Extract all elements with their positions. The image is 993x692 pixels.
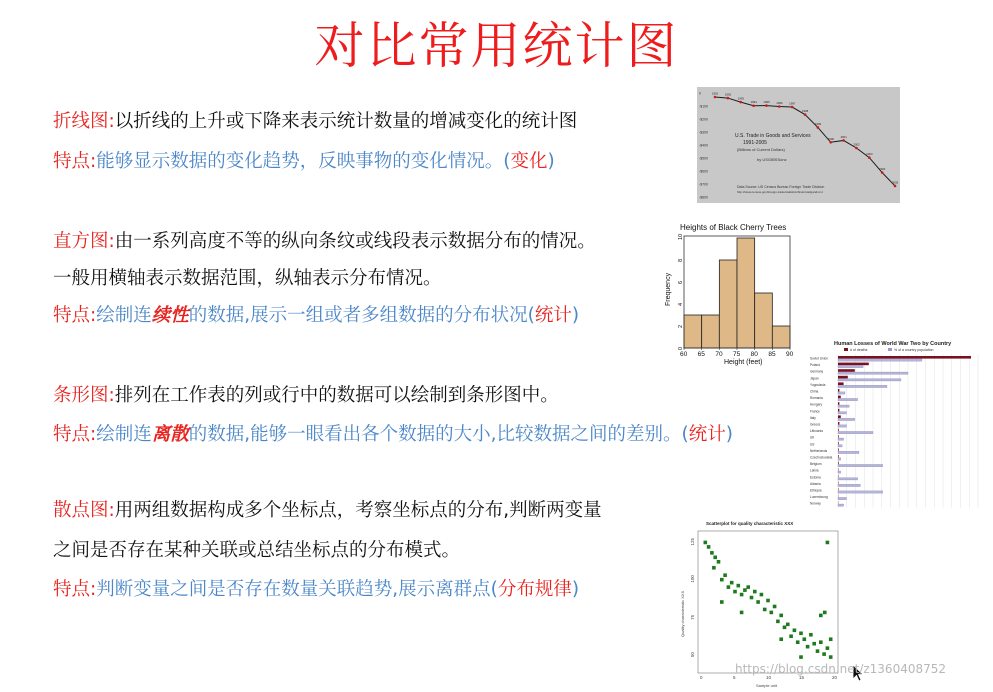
bar-chart-feature-label: 特点: bbox=[53, 424, 97, 445]
bar-category-label: Soviet Union bbox=[810, 356, 829, 361]
line-chart-source-short: by USGIBSSonz bbox=[757, 157, 787, 162]
bar-deaths bbox=[838, 363, 869, 366]
scatter-point bbox=[760, 593, 764, 597]
scatter-point bbox=[746, 585, 750, 589]
histogram-feature-pre: 绘制连 bbox=[96, 305, 152, 326]
bar-percent bbox=[838, 431, 873, 433]
bar-category-label: China bbox=[810, 389, 819, 394]
line-chart-ytick: -$600 bbox=[699, 169, 708, 174]
scatter-point bbox=[710, 551, 714, 555]
line-chart-subtitle: 1991-2005 bbox=[743, 140, 767, 146]
line-chart-point bbox=[727, 97, 730, 100]
scatter-point bbox=[796, 640, 800, 644]
bar-deaths bbox=[838, 462, 839, 465]
scatter-feature-text: 判断变量之间是否存在数量关联趋势,展示离群点( bbox=[96, 579, 498, 600]
line-chart-point bbox=[842, 139, 845, 142]
bar-percent bbox=[838, 497, 846, 499]
bar-category-label: Lithuania bbox=[810, 429, 823, 434]
scatter-point bbox=[707, 545, 711, 549]
scatter-point bbox=[740, 611, 744, 615]
line-chart-ytick: -$200 bbox=[699, 117, 708, 122]
scatter-feature-label: 特点: bbox=[53, 579, 97, 600]
line-chart-point-label: 1994 bbox=[750, 100, 757, 105]
bar-category-label: Albania bbox=[810, 481, 821, 486]
histogram-feature-key2: 统计 bbox=[534, 305, 572, 326]
bar-category-label: Ethiopia bbox=[810, 488, 822, 493]
page-title: 对比常用统计图 bbox=[314, 17, 679, 75]
bar-legend-1: # of deaths bbox=[850, 348, 868, 352]
bar-category-label: France bbox=[810, 409, 820, 414]
bar-chart-feature-key2: 统计 bbox=[688, 424, 726, 445]
scatter-ytick: 75 bbox=[690, 614, 695, 620]
bar-category-label: Japan bbox=[810, 376, 819, 381]
bar-percent bbox=[838, 438, 844, 440]
histogram-xtick: 90 bbox=[786, 351, 794, 358]
bar-deaths bbox=[838, 422, 839, 425]
line-chart-point bbox=[765, 104, 768, 107]
bar-deaths bbox=[838, 442, 839, 445]
scatter-point bbox=[799, 631, 803, 635]
histogram-feature-close: ) bbox=[571, 305, 580, 326]
bar-deaths bbox=[838, 396, 841, 399]
line-chart-point bbox=[804, 113, 807, 116]
bar-percent bbox=[838, 405, 849, 407]
line-chart-point-label: 2000 bbox=[827, 136, 834, 141]
bar-deaths bbox=[838, 429, 839, 432]
bar-chart-feature-pre: 绘制连 bbox=[96, 424, 152, 445]
bar-category-label: Hungary bbox=[810, 402, 823, 407]
bar-deaths bbox=[838, 402, 839, 405]
scatter-point bbox=[793, 628, 797, 632]
scatter-point bbox=[737, 584, 741, 588]
histogram-ytick: 6 bbox=[678, 280, 684, 284]
bar-legend-2: % of a country population bbox=[894, 348, 934, 352]
line-chart-desc: 以折线的上升或下降来表示统计数量的增减变化的统计图 bbox=[114, 111, 578, 132]
scatter-point bbox=[809, 633, 813, 637]
bar-category-label: Poland bbox=[810, 363, 820, 368]
histogram-bar bbox=[684, 315, 702, 348]
line-chart-ytick: -$400 bbox=[699, 143, 708, 148]
line-chart-point-label: 1999 bbox=[814, 121, 822, 126]
histogram-ylabel: Frequency bbox=[665, 272, 672, 306]
histogram-label: 直方图: bbox=[53, 231, 115, 252]
histogram-feature bbox=[53, 304, 579, 328]
bar-chart-feature bbox=[53, 423, 733, 447]
scatter-point bbox=[717, 560, 721, 564]
histogram-bar bbox=[737, 238, 755, 348]
scatter-xtick: 0 bbox=[700, 675, 703, 680]
bar-category-label: Greece bbox=[810, 422, 821, 427]
bar-chart-thumbnail bbox=[808, 338, 988, 513]
scatter-point bbox=[829, 637, 833, 641]
line-chart-point-label: 2005 bbox=[892, 180, 899, 185]
bar-chart-label: 条形图: bbox=[53, 385, 115, 406]
bar-percent bbox=[838, 359, 922, 361]
bar-category-label: Italy bbox=[810, 415, 816, 420]
bar-deaths bbox=[838, 435, 839, 438]
bar-deaths bbox=[838, 409, 839, 412]
bar-percent bbox=[838, 491, 883, 493]
scatter-point bbox=[773, 605, 777, 609]
bar-percent bbox=[838, 412, 846, 414]
bar-percent bbox=[838, 504, 844, 506]
histogram-desc-2: 一般用横轴表示数据范围，纵轴表示分布情况。 bbox=[53, 268, 442, 289]
scatter-ytick: 100 bbox=[690, 575, 695, 583]
line-chart-label: 折线图: bbox=[53, 111, 115, 132]
line-chart-note: (Billions of Current Dollars) bbox=[737, 147, 785, 152]
histogram-feature-label: 特点: bbox=[53, 305, 97, 326]
line-chart-point bbox=[829, 141, 832, 144]
histogram-definition bbox=[53, 230, 596, 254]
bar-percent bbox=[838, 484, 860, 486]
bar-category-label: US bbox=[810, 442, 815, 447]
histogram-xtick: 60 bbox=[680, 351, 688, 358]
histogram-bar bbox=[772, 326, 790, 348]
bar-deaths bbox=[838, 389, 839, 392]
scatter-point bbox=[823, 611, 827, 615]
histogram-xlabel: Height (feet) bbox=[724, 359, 763, 366]
bar-chart-feature-text: 的数据,能够一眼看出各个数据的大小,比较数据之间的差别。( bbox=[188, 424, 689, 445]
bar-deaths bbox=[838, 356, 971, 359]
bar-percent bbox=[838, 398, 858, 400]
bar-category-label: Estonia bbox=[810, 475, 821, 480]
bar-percent bbox=[838, 458, 841, 460]
bar-category-label: Czechoslovakia bbox=[810, 455, 833, 460]
scatter-ytick: 125 bbox=[690, 537, 695, 546]
bar-percent bbox=[838, 385, 887, 387]
histogram-xtick: 65 bbox=[697, 351, 705, 358]
scatter-ytick: 50 bbox=[690, 652, 695, 658]
histogram-title: Heights of Black Cherry Trees bbox=[680, 223, 787, 232]
line-chart-ytick: -$100 bbox=[699, 104, 708, 109]
scatter-point bbox=[786, 623, 790, 627]
bar-percent bbox=[838, 372, 908, 374]
scatter-label: 散点图: bbox=[53, 500, 115, 521]
bar-category-label: Belgium bbox=[810, 462, 822, 467]
bar-deaths bbox=[838, 369, 855, 372]
bar-legend-swatch-2 bbox=[888, 348, 892, 351]
scatter-point bbox=[806, 645, 810, 649]
bar-percent bbox=[838, 445, 842, 447]
scatter-point bbox=[819, 614, 823, 618]
line-chart-point bbox=[894, 185, 897, 188]
histogram-desc: 由一系列高度不等的纵向条纹或线段表示数据分布的情况。 bbox=[114, 231, 596, 252]
line-chart-point-label: 2003 bbox=[866, 152, 873, 157]
histogram-chart bbox=[664, 220, 804, 368]
scatter-xtick: 20 bbox=[832, 675, 838, 680]
scatter-point bbox=[733, 590, 737, 594]
line-chart-point-label: 1991 bbox=[712, 91, 719, 96]
scatter-point bbox=[789, 634, 793, 638]
bar-category-label: Romania bbox=[810, 396, 823, 401]
bar-chart-desc: 排列在工作表的列或行中的数据可以绘制到条形图中。 bbox=[114, 385, 559, 406]
bar-percent bbox=[838, 379, 901, 381]
scatter-point bbox=[723, 573, 727, 577]
scatter-xtick: 10 bbox=[766, 675, 772, 680]
scatter-point bbox=[730, 581, 734, 585]
bar-chart-title: Human Losses of World War Two by Country bbox=[834, 341, 952, 347]
line-chart-ytick: -$800 bbox=[699, 195, 708, 200]
line-chart-ytick: -$300 bbox=[699, 130, 708, 135]
line-chart-point bbox=[868, 156, 871, 159]
line-chart-point-label: 1996 bbox=[776, 101, 783, 106]
bar-chart-feature-key: 离散 bbox=[151, 424, 189, 445]
histogram-feature-text: 的数据,展示一组或者多组数据的分布状况( bbox=[188, 305, 535, 326]
bar-category-label: Latvia bbox=[810, 468, 819, 473]
line-chart-definition bbox=[53, 110, 577, 134]
scatter-point bbox=[799, 655, 803, 659]
scatter-point bbox=[826, 646, 830, 650]
line-chart-source: Data Source: US Census Bureau Foreign Trade Division bbox=[737, 185, 825, 189]
histogram-ytick: 4 bbox=[678, 302, 684, 306]
bar-percent bbox=[838, 392, 845, 394]
scatter-point bbox=[743, 588, 747, 592]
scatter-title: Scatterplot for quality characteristic XXX bbox=[706, 521, 794, 526]
line-chart-point bbox=[855, 147, 858, 150]
scatter-feature-key: 分布规律 bbox=[497, 579, 572, 600]
line-chart-url: http://www.census.gov/foreign-trade/statistics/historical/gands.txt bbox=[737, 190, 823, 194]
bar-category-label: Netherlands bbox=[810, 448, 828, 453]
histogram-bar bbox=[702, 315, 720, 348]
scatter-point bbox=[819, 640, 823, 644]
scatter-xtick: 15 bbox=[799, 675, 805, 680]
histogram-xtick: 70 bbox=[715, 351, 723, 358]
line-chart-point bbox=[752, 104, 755, 107]
scatter-point bbox=[816, 649, 820, 653]
bar-category-label: UK bbox=[810, 435, 815, 440]
watermark: https://blog.csdn.net/z1360408752 bbox=[735, 662, 947, 676]
line-chart-point-label: 1993 bbox=[737, 96, 744, 101]
bar-percent bbox=[838, 471, 841, 473]
bar-deaths bbox=[838, 415, 841, 418]
line-chart-point bbox=[739, 101, 742, 104]
line-chart-point-label: 1995 bbox=[763, 100, 770, 105]
line-chart-feature-label: 特点: bbox=[53, 151, 97, 172]
scatter-point bbox=[812, 642, 816, 646]
scatter-feature bbox=[53, 578, 579, 602]
scatter-point bbox=[829, 655, 833, 659]
scatter-point bbox=[803, 637, 807, 641]
histogram-bar bbox=[719, 260, 737, 348]
scatter-point bbox=[720, 600, 724, 604]
scatter-feature-close: ) bbox=[571, 579, 580, 600]
line-chart-point-label: 2002 bbox=[853, 142, 860, 147]
line-chart-point-label: 1998 bbox=[802, 109, 809, 114]
line-chart-ytick: 0 bbox=[699, 91, 701, 96]
scatter-ylabel: Quality characteristic XXX bbox=[680, 590, 685, 637]
line-chart-feature bbox=[53, 150, 555, 174]
scatter-point bbox=[826, 541, 830, 545]
scatter-point bbox=[756, 600, 760, 604]
bar-percent bbox=[838, 478, 858, 480]
bar-percent bbox=[838, 451, 859, 453]
bar-category-label: Norway bbox=[810, 501, 821, 506]
histogram-bar bbox=[755, 293, 773, 348]
line-chart-feature-close: ) bbox=[547, 151, 555, 172]
scatter-point bbox=[704, 541, 708, 545]
histogram-xtick: 85 bbox=[768, 351, 776, 358]
histogram-feature-key: 续性 bbox=[151, 305, 189, 326]
scatter-point bbox=[713, 556, 717, 560]
bar-category-label: Germany bbox=[810, 369, 824, 374]
scatter-point bbox=[753, 590, 757, 594]
scatter-point bbox=[783, 626, 787, 630]
line-chart-point bbox=[714, 96, 717, 99]
bar-percent bbox=[838, 365, 863, 367]
scatter-point bbox=[776, 620, 780, 624]
scatter-point bbox=[779, 637, 783, 641]
line-chart-ytick: -$700 bbox=[699, 182, 708, 187]
histogram-ytick: 8 bbox=[678, 258, 684, 262]
line-chart-point bbox=[817, 126, 820, 129]
line-chart-point bbox=[881, 171, 884, 174]
line-chart-point-label: 1997 bbox=[789, 101, 796, 106]
histogram-xtick: 75 bbox=[733, 351, 741, 358]
scatter-point bbox=[770, 611, 774, 615]
histogram-ytick: 10 bbox=[678, 233, 684, 240]
histogram-ytick: 2 bbox=[678, 324, 684, 328]
scatter-point bbox=[779, 614, 783, 618]
bar-deaths bbox=[838, 448, 839, 451]
scatter-point bbox=[766, 599, 770, 603]
scatter-point bbox=[712, 566, 716, 570]
bar-deaths bbox=[838, 455, 839, 458]
bar-legend-swatch-1 bbox=[844, 348, 848, 351]
scatter-xtick: 5 bbox=[733, 675, 736, 680]
line-chart-title: U.S. Trade in Goods and Services bbox=[735, 133, 811, 139]
scatter-point bbox=[727, 585, 731, 589]
bar-chart-definition bbox=[53, 384, 559, 408]
bar-chart-feature-close: ) bbox=[725, 424, 733, 445]
line-chart-point-label: 2001 bbox=[840, 134, 847, 139]
scatter-point bbox=[763, 608, 767, 612]
bar-category-label: Yugoslavia bbox=[810, 382, 826, 387]
scatter-desc-2: 之间是否存在某种关联或总结坐标点的分布模式。 bbox=[53, 540, 461, 561]
scatter-xlabel: Sample unit bbox=[756, 683, 778, 688]
line-chart-feature-text: 能够显示数据的变化趋势，反映事物的变化情况。( bbox=[96, 151, 511, 172]
line-chart-ytick: -$500 bbox=[699, 156, 708, 161]
scatter-point bbox=[822, 652, 826, 656]
line-chart-feature-key: 变化 bbox=[510, 151, 548, 172]
bar-percent bbox=[838, 418, 855, 420]
line-chart-point-label: 1992 bbox=[724, 92, 732, 97]
bar-percent bbox=[838, 425, 846, 427]
scatter-desc: 用两组数据构成多个坐标点，考察坐标点的分布,判断两变量 bbox=[114, 500, 602, 521]
scatter-point bbox=[720, 578, 724, 582]
bar-percent bbox=[838, 464, 883, 466]
scatter-point bbox=[750, 596, 754, 600]
scatter-point bbox=[740, 593, 744, 597]
histogram-ytick: 0 bbox=[678, 346, 684, 350]
scatter-definition bbox=[53, 499, 602, 523]
line-chart-thumbnail bbox=[697, 87, 900, 203]
line-chart-point-label: 2004 bbox=[879, 167, 886, 172]
bar-deaths bbox=[838, 382, 844, 385]
bar-deaths bbox=[838, 376, 848, 379]
line-chart-point bbox=[791, 106, 794, 109]
histogram-xtick: 80 bbox=[750, 351, 758, 358]
line-chart-point bbox=[778, 105, 781, 108]
bar-category-label: Luxembourg bbox=[810, 495, 828, 500]
